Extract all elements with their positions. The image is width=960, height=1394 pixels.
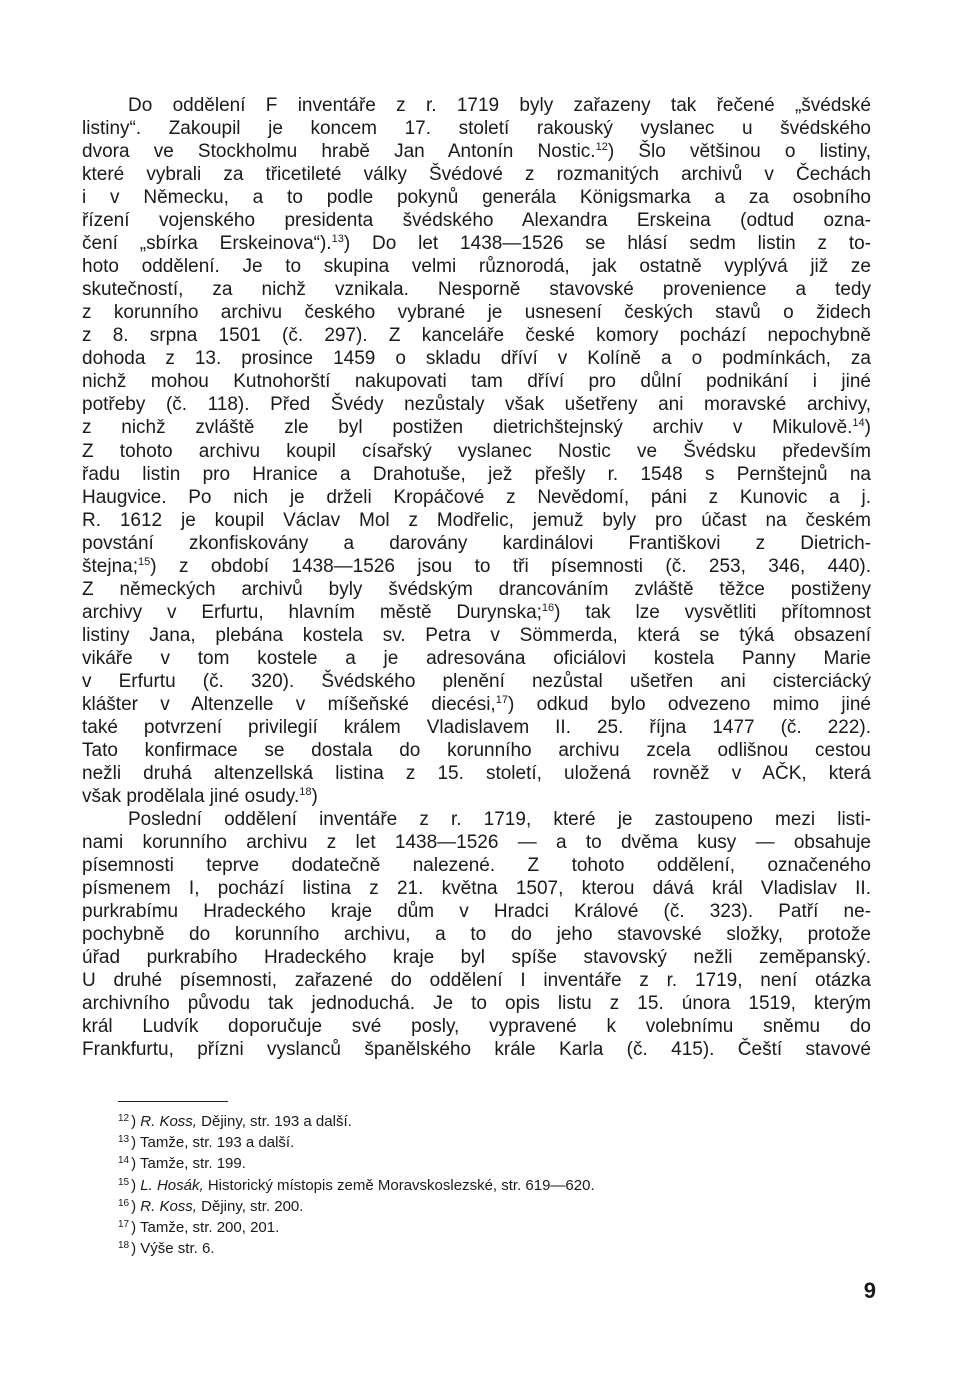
text-line-content: i v Německu, a to podle pokynů generála Königsmarka a za osobního [82, 187, 871, 209]
text-line-continuation: ) tak lze vysvětliti přítomnost [554, 601, 871, 623]
text-line [82, 509, 871, 533]
footnote [118, 1130, 294, 1150]
text-line-content: dohoda z 13. prosince 1459 o skladu dříví v Kolíně a o podmínkách, za [82, 348, 871, 370]
text-line [82, 186, 871, 210]
text-line [82, 232, 871, 256]
footnote-text: Dějiny, str. 200. [196, 1197, 304, 1215]
text-line-content: nichž mohou Kutnohorští nakupovati tam dříví pro důlní podnikání i jiné [82, 371, 871, 393]
text-line [82, 301, 871, 325]
text-line-content: však prodělala jiné osudy. [82, 785, 300, 807]
footnote-number: 16 [118, 1197, 130, 1209]
footnote [118, 1215, 279, 1235]
text-line-content: Tato konfirmace se dostala do korunního archivu zcela odlišnou cestou [82, 739, 871, 761]
text-line-continuation: ) [311, 785, 318, 807]
text-line [82, 370, 871, 394]
text-line-content: listiny Jana, plebána kostela sv. Petra v Sömmerda, která se týká obsazení [82, 624, 871, 646]
footnote-text: Historický místopis země Moravskoslezské, str. 619—620. [203, 1176, 595, 1194]
footnote-paren: ) [131, 1113, 141, 1130]
footnote-number: 12 [118, 1113, 130, 1124]
footnote-author: R. Koss, [140, 1197, 197, 1215]
page-number: 9 [863, 1278, 876, 1303]
footnote-number: 17 [118, 1219, 130, 1230]
text-line-content: listiny“. Zakoupil je koncem 17. století rakouský vyslanec u švédského [82, 118, 871, 139]
text-line [82, 393, 871, 417]
text-line-content: dvora ve Stockholmu hrabě Jan Antonín Nostic. [82, 141, 596, 163]
text-line-continuation: ) odkud bylo odvezeno mimo jiné [507, 693, 871, 715]
footnote-text: Tamže, str. 199. [140, 1155, 246, 1173]
text-line [82, 946, 871, 970]
text-line [82, 969, 871, 993]
text-line [82, 1038, 871, 1062]
text-line [82, 900, 871, 924]
text-line-content: z korunního archivu českého vybrané je usnesení českých stavů o židech [82, 302, 871, 324]
text-line-content: Frankfurtu, přízni vyslanců španělského krále Karla (č. 415). Čeští stavové [82, 1039, 871, 1061]
text-line [82, 670, 871, 694]
text-line [82, 486, 871, 510]
text-line-content: král Ludvík doporučuje své posly, vypravené k volebnímu sněmu do [82, 1016, 871, 1038]
text-line [82, 94, 871, 118]
text-line-continuation: ) [864, 417, 871, 439]
text-line-content: nami korunního archivu z let 1438—1526 — a to dvěma kusy — obsahuje [82, 832, 871, 853]
text-line [82, 762, 871, 786]
text-line [82, 693, 871, 717]
footnote-number: 15 [118, 1176, 130, 1188]
text-line [82, 785, 871, 809]
footnote-number: 18 [118, 1240, 130, 1252]
text-line-content: řízení vojenského presidenta švédského Alexandra Erskeina (odtud ozna- [82, 210, 871, 232]
text-line-content: řadu listin pro Hranice a Drahotuše, jež přešly r. 1548 s Pernštejnů na [82, 463, 871, 485]
text-line-content: Z tohoto archivu koupil císařský vyslanec Nostic ve Švédsku především [82, 440, 871, 462]
footnote-ref: 15 [137, 555, 151, 568]
footnote-separator [118, 1101, 228, 1102]
footnote-ref: 17 [495, 693, 508, 706]
text-line [82, 532, 871, 556]
footnote-ref: 13 [331, 233, 344, 246]
text-line-content: které vybrali za třicetileté války Švédové z rozmanitých archivů v Čechách [82, 164, 871, 186]
text-line [82, 347, 871, 371]
text-line-content: také potvrzení privilegií králem Vladislavem II. 25. října 1477 (č. 222). [82, 716, 871, 738]
text-line [82, 255, 871, 279]
footnote [118, 1194, 303, 1214]
text-line [82, 992, 871, 1016]
footnote-text: Výše str. 6. [140, 1240, 215, 1258]
text-line [82, 440, 871, 464]
text-line [82, 1015, 871, 1039]
text-line-content: hoto oddělení. Je to skupina velmi různorodá, jak ostatně vyplývá již ze [82, 256, 871, 278]
footnote-author: R. Koss, [140, 1113, 197, 1130]
footnote-ref: 14 [852, 417, 865, 430]
text-line [82, 923, 871, 947]
text-line-content: z nichž zvláště zle byl postižen dietrichštejnský archiv v Mikulově. [82, 417, 853, 439]
text-line [82, 324, 871, 348]
text-line-content: nežli druhá altenzellská listina z 15. století, uložená rovněž v AČK, která [82, 762, 871, 784]
text-line [82, 831, 871, 855]
text-line [82, 739, 871, 763]
footnote-paren: ) [131, 1176, 141, 1194]
text-line [82, 716, 871, 740]
text-line-content: klášter v Altenzelle v míšeňské diecési, [82, 693, 496, 715]
text-line-content: skutečností, za nichž vznikala. Nesporně stavovské provenience a tedy [82, 279, 871, 301]
text-line [82, 463, 871, 487]
footnote-paren: ) [131, 1219, 141, 1236]
text-line-content: písemnosti teprve dodatečně nalezené. Z tohoto oddělení, označeného [82, 855, 871, 876]
text-line-content: U druhé písemnosti, zařazené do oddělení I inventáře z r. 1719, není otázka [82, 970, 871, 992]
text-line-continuation: ) Do let 1438—1526 se hlásí sedm listin z to- [343, 233, 871, 255]
footnote-paren: ) [131, 1155, 141, 1173]
text-line [82, 555, 871, 579]
text-line [82, 624, 871, 648]
text-line-content: purkrabímu Hradeckého kraje dům v Hradci Králové (č. 323). Patří ne- [82, 901, 871, 923]
text-line [82, 578, 871, 602]
footnote-paren: ) [131, 1197, 141, 1215]
footnote-ref: 18 [299, 785, 312, 798]
footnote [118, 1236, 215, 1256]
footnote-text: Tamže, str. 200, 201. [140, 1219, 280, 1236]
text-line-content: Poslední oddělení inventáře z r. 1719, které je zastoupeno mezi listi- [128, 808, 871, 830]
text-line [82, 278, 871, 302]
footnote-number: 13 [118, 1134, 130, 1146]
text-line-content: úřad purkrabího Hradeckého kraje byl spíše stavovský nežli zeměpanský. [82, 947, 871, 969]
text-line [82, 163, 871, 187]
text-line-content: v Erfurtu (č. 320). Švédského plenění nezůstal ušetřen ani cisterciácký [82, 670, 871, 692]
text-line [82, 877, 871, 901]
text-line-content: archivního původu tak jednoduchá. Je to opis listu z 15. února 1519, kterým [82, 993, 871, 1015]
footnote-ref: 16 [541, 601, 555, 614]
footnote-number: 14 [118, 1155, 130, 1167]
footnote-author: L. Hosák, [140, 1176, 204, 1194]
text-line-content: potřeby (č. 118). Před Švédy nezůstaly však ušetřeny ani moravské archivy, [82, 394, 871, 416]
text-line [82, 209, 871, 233]
footnote [118, 1109, 352, 1129]
text-line [82, 808, 871, 832]
footnote [118, 1151, 246, 1171]
text-line-content: povstání zkonfiskovány a darovány kardinálovi Františkovi z Dietrich- [82, 532, 871, 554]
text-line-content: Do oddělení F inventáře z r. 1719 byly zařazeny tak řečené „švédské [128, 95, 871, 116]
text-line-continuation: ) z období 1438—1526 jsou to tři písemnosti (č. 253, 346, 440). [150, 555, 871, 577]
footnote-text: Tamže, str. 193 a další. [140, 1134, 295, 1152]
text-line-content: R. 1612 je koupil Václav Mol z Modřelic, jemuž byly pro účast na českém [82, 509, 871, 531]
text-line [82, 416, 871, 440]
footnote-text: Dějiny, str. 193 a další. [196, 1113, 352, 1130]
text-line [82, 854, 871, 878]
text-line [82, 117, 871, 141]
text-line-continuation: ) Šlo většinou o listiny, [607, 141, 871, 163]
text-line [82, 601, 871, 625]
text-line-content: pochybně do korunního archivu, a to do jeho stavovské složky, protože [82, 924, 871, 946]
footnote-ref: 12 [595, 141, 608, 154]
text-line-content: z 8. srpna 1501 (č. 297). Z kanceláře české komory pochází nepochybně [82, 325, 871, 347]
text-line-content: štejna; [82, 555, 138, 577]
text-line [82, 647, 871, 671]
text-line-content: Haugvice. Po nich je drželi Kropáčové z Nevědomí, páni z Kunovic a j. [82, 486, 871, 508]
text-line-content: písmenem I, pochází listina z 21. května 1507, kterou dává král Vladislav II. [82, 878, 871, 899]
text-line-content: vikáře v tom kostele a je adresována oficiálovi kostela Panny Marie [82, 647, 871, 669]
text-line [82, 140, 871, 164]
footnote-paren: ) [131, 1134, 141, 1152]
text-line-content: archivy v Erfurtu, hlavním městě Durynska; [82, 601, 542, 623]
footnote-paren: ) [131, 1240, 141, 1258]
footnote [118, 1173, 595, 1193]
text-line-content: Z německých archivů byly švédským drancováním zvláště těžce postiženy [82, 578, 871, 600]
text-line-content: čení „sbírka Erskeinova“). [82, 233, 332, 255]
